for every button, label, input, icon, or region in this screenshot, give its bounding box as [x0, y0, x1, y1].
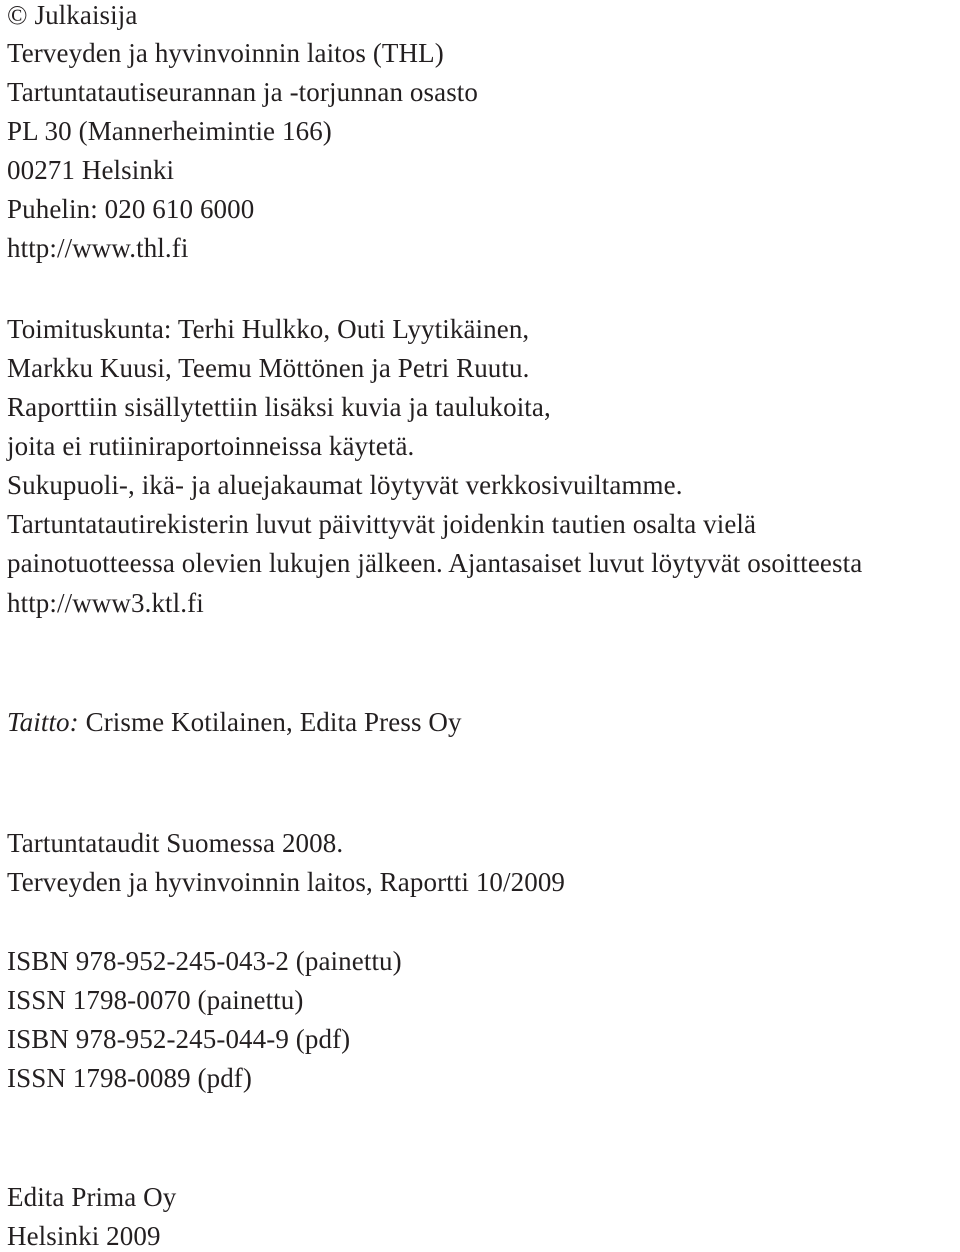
editorial-line: Tartuntatautirekisterin luvut päivittyvät joidenkin tautien osalta vielä — [7, 509, 757, 539]
editorial-line: Markku Kuusi, Teemu Möttönen ja Petri Ruutu. — [7, 353, 530, 383]
citation-series: Terveyden ja hyvinvoinnin laitos, Raportti 10/2009 — [7, 867, 566, 897]
printer-name: Edita Prima Oy — [7, 1182, 177, 1212]
citation-title: Tartuntataudit Suomessa 2008. — [7, 828, 344, 858]
issn-print: ISSN 1798-0070 (painettu) — [7, 985, 304, 1015]
editorial-line: Sukupuoli-, ikä- ja aluejakaumat löytyvät verkkosivuiltamme. — [7, 470, 683, 500]
layout-credit — [7, 706, 462, 738]
publisher-line: Terveyden ja hyvinvoinnin laitos (THL) — [7, 38, 444, 68]
editorial-line: Raporttiin sisällytettiin lisäksi kuvia ja taulukoita, — [7, 392, 551, 422]
publisher-line: 00271 Helsinki — [7, 155, 175, 185]
publisher-phone: Puhelin: 020 610 6000 — [7, 194, 255, 224]
publisher-line: PL 30 (Mannerheimintie 166) — [7, 116, 332, 146]
layout-credit-value: Crisme Kotilainen, Edita Press Oy — [85, 707, 462, 737]
editorial-line: Toimituskunta: Terhi Hulkko, Outi Lyytikäinen, — [7, 314, 530, 344]
publisher-website: http://www.thl.fi — [7, 233, 189, 263]
printer-place-year: Helsinki 2009 — [7, 1221, 161, 1251]
editorial-line: painotuotteessa olevien lukujen jälkeen. Ajantasaiset luvut löytyvät osoitteesta — [7, 548, 863, 578]
publisher-line: Tartuntatautiseurannan ja -torjunnan osasto — [7, 77, 479, 107]
editorial-line: joita ei rutiiniraportoinneissa käytetä. — [7, 431, 415, 461]
publisher-heading: © Julkaisija — [7, 0, 138, 30]
issn-pdf: ISSN 1798-0089 (pdf) — [7, 1063, 252, 1093]
isbn-print: ISBN 978-952-245-043-2 (painettu) — [7, 946, 402, 976]
editorial-website: http://www3.ktl.fi — [7, 588, 204, 618]
layout-credit-label: Taitto: — [7, 707, 79, 737]
isbn-pdf: ISBN 978-952-245-044-9 (pdf) — [7, 1024, 351, 1054]
